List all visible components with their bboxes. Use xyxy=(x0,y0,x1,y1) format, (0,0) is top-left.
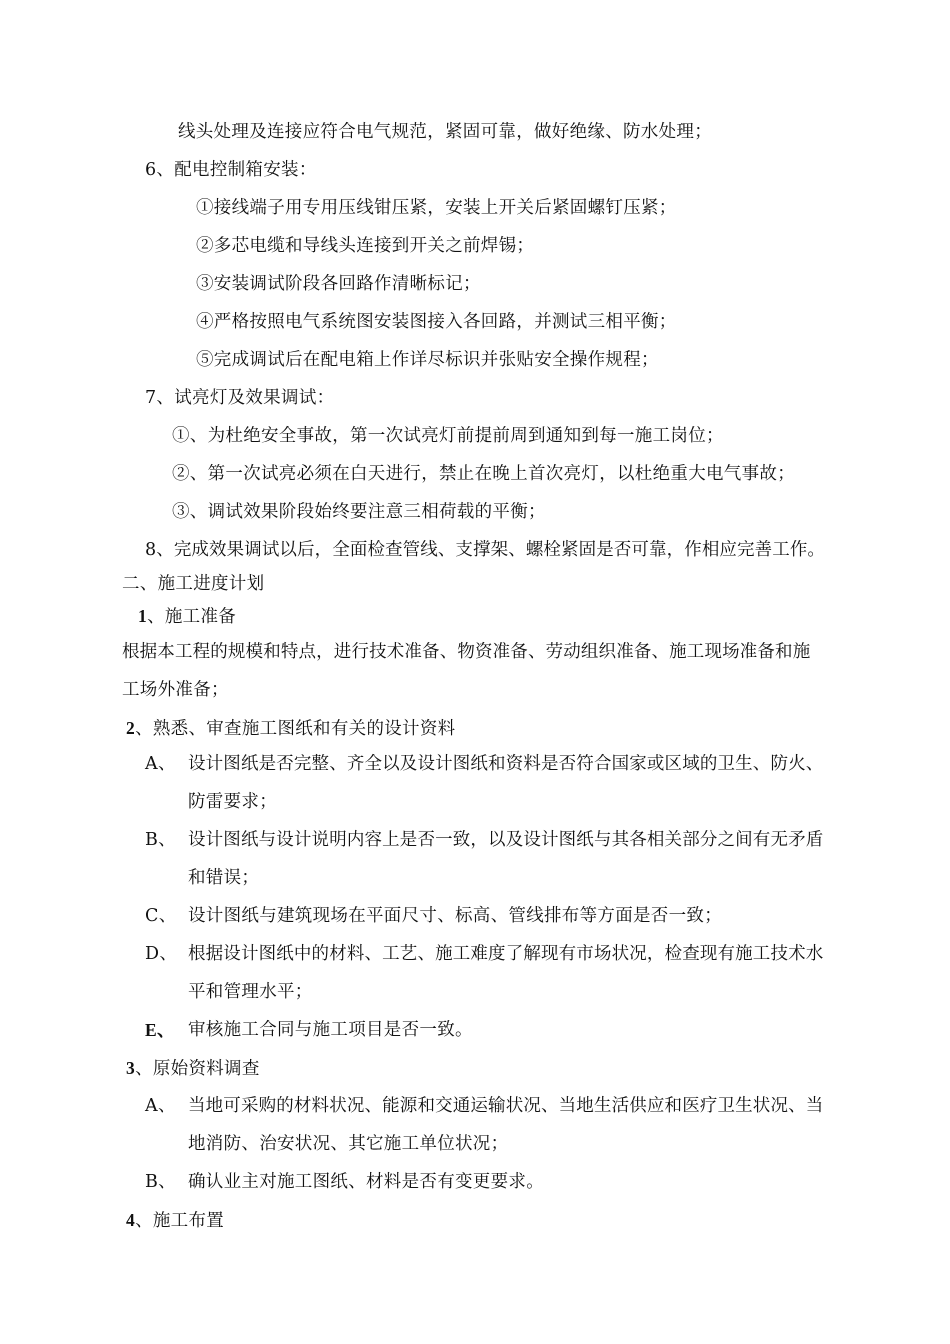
section-heading-6: 6、配电控制箱安装： xyxy=(145,160,317,180)
list-item: 设计图纸与建筑现场在平面尺寸、标高、管线排布等方面是否一致； xyxy=(188,906,722,926)
subheading-number: 1 xyxy=(138,606,148,626)
paragraph-line: 根据本工程的规模和特点，进行技术准备、物资准备、劳动组织准备、施工现场准备和施 xyxy=(122,642,811,662)
list-item: ⑤完成调试后在配电箱上作详尽标识并张贴安全操作规程； xyxy=(196,350,659,370)
list-item: 确认业主对施工图纸、材料是否有变更要求。 xyxy=(188,1172,544,1192)
list-marker: C、 xyxy=(145,906,177,926)
paragraph-line: 工场外准备； xyxy=(122,680,229,700)
list-marker: E、 xyxy=(145,1020,175,1040)
list-item: 当地可采购的材料状况、能源和交通运输状况、当地生活供应和医疗卫生状况、当 xyxy=(188,1096,824,1116)
list-item: ①、为杜绝安全事故，第一次试亮灯前提前周到通知到每一施工岗位； xyxy=(172,426,724,446)
subheading-1 xyxy=(138,604,236,629)
list-item: ③安装调试阶段各回路作清晰标记； xyxy=(196,274,481,294)
section-heading-8: 8、完成效果调试以后，全面检查管线、支撑架、螺栓紧固是否可靠，作相应完善工作。 xyxy=(145,540,826,560)
subheading-3 xyxy=(126,1056,260,1081)
chapter-heading: 二、施工进度计划 xyxy=(122,574,265,594)
subheading-text: 、原始资料调查 xyxy=(135,1059,260,1079)
section-heading-7: 7、试亮灯及效果调试： xyxy=(145,388,335,408)
subheading-number: 4 xyxy=(126,1210,136,1230)
subheading-number: 3 xyxy=(126,1058,136,1078)
subheading-2 xyxy=(126,716,455,741)
list-item: ②、第一次试亮必须在白天进行，禁止在晚上首次亮灯，以杜绝重大电气事故； xyxy=(172,464,795,484)
list-item: 审核施工合同与施工项目是否一致。 xyxy=(188,1020,473,1040)
list-item: 设计图纸与设计说明内容上是否一致，以及设计图纸与其各相关部分之间有无矛盾 xyxy=(188,830,824,850)
list-item: 设计图纸是否完整、齐全以及设计图纸和资料是否符合国家或区域的卫生、防火、 xyxy=(188,754,824,774)
list-marker: A、 xyxy=(145,1096,176,1116)
list-item-continued: 防雷要求； xyxy=(188,792,277,812)
list-marker: B、 xyxy=(145,1172,176,1192)
list-item-continued: 平和管理水平； xyxy=(188,982,313,1002)
subheading-text: 、熟悉、审查施工图纸和有关的设计资料 xyxy=(135,719,456,739)
list-marker: D、 xyxy=(145,944,178,964)
list-item-continued: 地消防、治安状况、其它施工单位状况； xyxy=(188,1134,509,1154)
subheading-4 xyxy=(126,1208,224,1233)
list-item: 根据设计图纸中的材料、工艺、施工难度了解现有市场状况，检查现有施工技术水 xyxy=(188,944,824,964)
subheading-number: 2 xyxy=(126,718,136,738)
list-item: ③、调试效果阶段始终要注意三相荷载的平衡； xyxy=(172,502,546,522)
list-marker: A、 xyxy=(145,754,176,774)
list-item: ④严格按照电气系统图安装图接入各回路，并测试三相平衡； xyxy=(196,312,677,332)
list-marker: B、 xyxy=(145,830,176,850)
subheading-text: 、施工布置 xyxy=(135,1211,225,1231)
list-item: ①接线端子用专用压线钳压紧，安装上开关后紧固螺钉压紧； xyxy=(196,198,677,218)
subheading-text: 、施工准备 xyxy=(147,607,237,627)
paragraph-line: 线头处理及连接应符合电气规范，紧固可靠，做好绝缘、防水处理； xyxy=(178,122,712,142)
list-item: ②多芯电缆和导线头连接到开关之前焊锡； xyxy=(196,236,535,256)
list-item-continued: 和错误； xyxy=(188,868,260,888)
